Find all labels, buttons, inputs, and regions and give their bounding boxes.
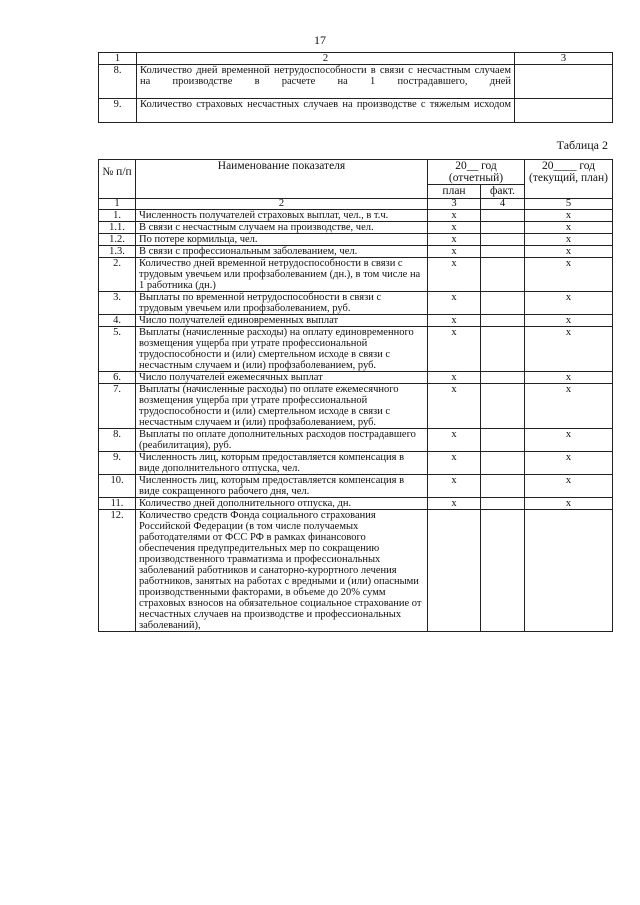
row-text: Количество дней дополнительного отпуска, дн.	[136, 498, 428, 510]
row-number: 8.	[99, 429, 136, 452]
row-text: Число получателей ежемесячных выплат	[136, 372, 428, 384]
fact-value	[481, 429, 525, 452]
fact-value	[481, 327, 525, 372]
current-value: x	[525, 429, 613, 452]
fact-value	[481, 258, 525, 292]
header-plan: план	[428, 185, 481, 199]
column-index-row	[99, 53, 613, 65]
current-value	[525, 510, 613, 632]
header-name: Наименование показателя	[136, 160, 428, 199]
plan-value: x	[428, 210, 481, 222]
current-value: x	[525, 292, 613, 315]
row-number: 9.	[99, 452, 136, 475]
table-row	[99, 372, 613, 384]
fact-value	[481, 210, 525, 222]
row-text: Количество средств Фонда социального страхования Российской Федерации (в том числе получаемых работодателями от ФСС РФ в рамках финансового обеспечения предупредительных мер по сокращению производственного травматизма и профессиональных заболеваний работников и санаторно-курортного лечения работников, занятых на работах с вредными и (или) опасными производственными факторами, в объеме до 20% сумм страховых взносов на обязательное социальное страхование от несчастных случаев на производстве и профессиональных заболеваний),	[136, 510, 428, 632]
table-row	[99, 258, 613, 292]
fact-value	[481, 452, 525, 475]
fact-value	[481, 315, 525, 327]
row-number: 9.	[99, 99, 137, 123]
current-value: x	[525, 222, 613, 234]
col-index-2: 2	[137, 53, 515, 65]
row-text: Выплаты (начисленные расходы) на оплату единовременного возмещения ущерба при утрате профессиональной трудоспособности и (или) смертельном исходе в связи с несчастным случаем и (или) профзаболеванием, руб.	[136, 327, 428, 372]
header-year-reporting: 20__ год (отчетный)	[428, 160, 525, 185]
current-value: x	[525, 498, 613, 510]
col-index-1: 1	[99, 53, 137, 65]
table-row	[99, 65, 613, 99]
table-row	[99, 498, 613, 510]
fact-value	[481, 384, 525, 429]
table-row	[99, 327, 613, 372]
row-text: Численность лиц, которым предоставляется компенсация в виде сокращенного рабочего дня, чел.	[136, 475, 428, 498]
col-index-2: 2	[136, 199, 428, 210]
row-text: По потере кормильца, чел.	[136, 234, 428, 246]
table-row	[99, 429, 613, 452]
current-value: x	[525, 452, 613, 475]
row-text: Количество дней временной нетрудоспособности в связи с трудовым увечьем или профзаболеванием (дн.), в том числе на 1 работника (дн.)	[136, 258, 428, 292]
plan-value: x	[428, 258, 481, 292]
fact-value	[481, 475, 525, 498]
current-value: x	[525, 327, 613, 372]
table-row	[99, 210, 613, 222]
row-text: Выплаты по оплате дополнительных расходов пострадавшего (реабилитация), руб.	[136, 429, 428, 452]
fact-value	[481, 234, 525, 246]
row-number: 1.	[99, 210, 136, 222]
plan-value: x	[428, 429, 481, 452]
row-value	[515, 99, 613, 123]
table-row	[99, 99, 613, 123]
row-number: 8.	[99, 65, 137, 99]
row-number: 6.	[99, 372, 136, 384]
current-value: x	[525, 210, 613, 222]
plan-value: x	[428, 222, 481, 234]
plan-value: x	[428, 292, 481, 315]
plan-value: x	[428, 327, 481, 372]
fact-value	[481, 222, 525, 234]
table-caption: Таблица 2	[556, 138, 608, 152]
header-year-current: 20____ год (текущий, план)	[525, 160, 613, 199]
table-row	[99, 222, 613, 234]
plan-value: x	[428, 234, 481, 246]
row-number: 12.	[99, 510, 136, 632]
row-text: Количество дней временной нетрудоспособности в связи с несчастным случаем на производстве в расчете на 1 пострадавшего, дней	[137, 65, 515, 99]
column-index-row	[99, 199, 613, 210]
row-number: 1.2.	[99, 234, 136, 246]
row-number: 4.	[99, 315, 136, 327]
indicators-table	[98, 159, 613, 632]
table-row	[99, 475, 613, 498]
row-text: В связи с профессиональным заболеванием, чел.	[136, 246, 428, 258]
row-number: 5.	[99, 327, 136, 372]
col-index-5: 5	[525, 199, 613, 210]
plan-value: x	[428, 452, 481, 475]
fact-value	[481, 372, 525, 384]
table-row	[99, 384, 613, 429]
row-number: 1.3.	[99, 246, 136, 258]
table-row	[99, 452, 613, 475]
plan-value: x	[428, 498, 481, 510]
plan-value: x	[428, 475, 481, 498]
current-value: x	[525, 258, 613, 292]
col-index-4: 4	[481, 199, 525, 210]
header-num: № п/п	[99, 160, 136, 199]
row-text: В связи с несчастным случаем на производстве, чел.	[136, 222, 428, 234]
header-fact: факт.	[481, 185, 525, 199]
current-value: x	[525, 372, 613, 384]
plan-value: x	[428, 246, 481, 258]
page-number: 17	[314, 33, 326, 47]
col-index-1: 1	[99, 199, 136, 210]
plan-value	[428, 510, 481, 632]
table-row	[99, 510, 613, 632]
plan-value: x	[428, 384, 481, 429]
plan-value: x	[428, 372, 481, 384]
row-number: 2.	[99, 258, 136, 292]
row-text: Число получателей единовременных выплат	[136, 315, 428, 327]
current-value: x	[525, 384, 613, 429]
table-row	[99, 246, 613, 258]
row-text: Количество страховых несчастных случаев на производстве с тяжелым исходом	[137, 99, 515, 123]
header-row	[99, 160, 613, 185]
table-row	[99, 315, 613, 327]
row-text: Выплаты по временной нетрудоспособности в связи с трудовым увечьем или профзаболеванием, руб.	[136, 292, 428, 315]
fact-value	[481, 498, 525, 510]
col-index-3: 3	[428, 199, 481, 210]
row-number: 11.	[99, 498, 136, 510]
fact-value	[481, 292, 525, 315]
current-value: x	[525, 315, 613, 327]
continuation-table	[98, 52, 613, 123]
current-value: x	[525, 475, 613, 498]
row-number: 1.1.	[99, 222, 136, 234]
row-number: 3.	[99, 292, 136, 315]
plan-value: x	[428, 315, 481, 327]
fact-value	[481, 246, 525, 258]
table-row	[99, 234, 613, 246]
row-number: 10.	[99, 475, 136, 498]
row-text: Выплаты (начисленные расходы) по оплате ежемесячного возмещения ущерба при утрате профессиональной трудоспособности и (или) смертельном исходе в связи с несчастным случаем и (или) профзаболеванием, руб.	[136, 384, 428, 429]
row-text: Численность получателей страховых выплат, чел., в т.ч.	[136, 210, 428, 222]
fact-value	[481, 510, 525, 632]
row-text: Численность лиц, которым предоставляется компенсация в виде дополнительного отпуска, чел.	[136, 452, 428, 475]
table-row	[99, 292, 613, 315]
col-index-3: 3	[515, 53, 613, 65]
row-value	[515, 65, 613, 99]
current-value: x	[525, 246, 613, 258]
row-number: 7.	[99, 384, 136, 429]
current-value: x	[525, 234, 613, 246]
